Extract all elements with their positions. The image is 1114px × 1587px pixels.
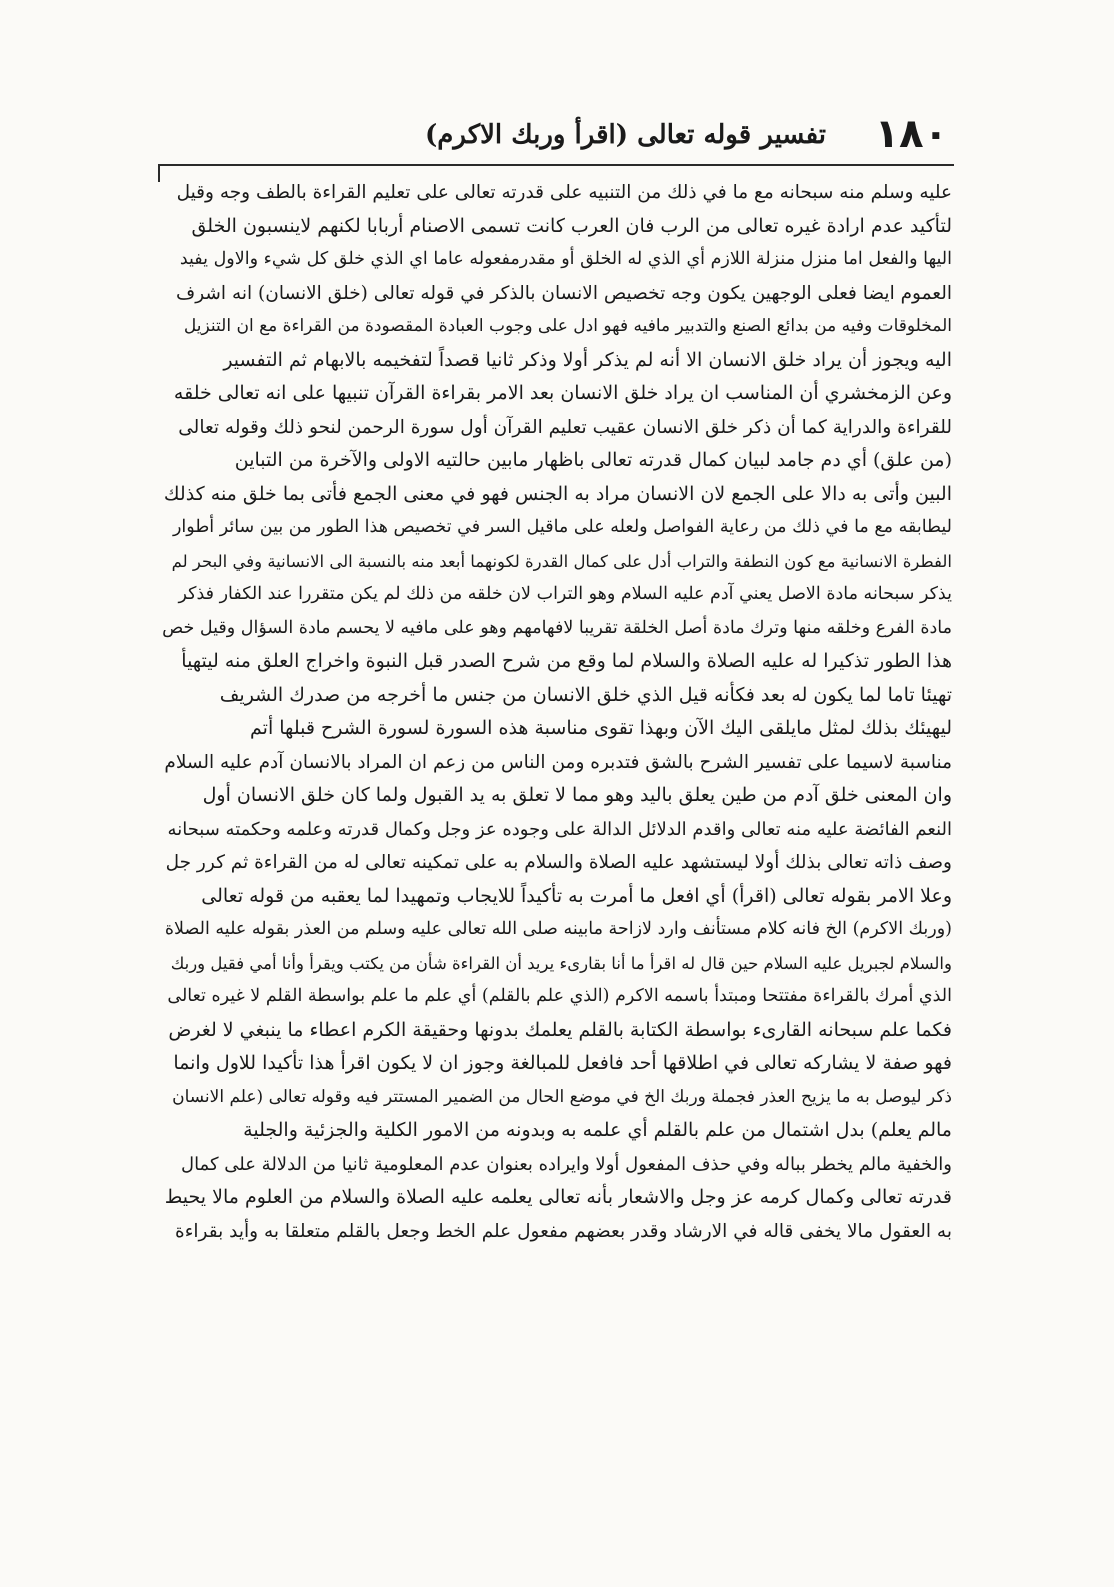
text-line: وصف ذاته تعالى بذلك أولا ليستشهد عليه الصلاة والسلام به على تمكينه تعالى له من القراءة ثم كرر جل [165, 852, 952, 873]
header-divider [158, 164, 954, 166]
text-line: والسلام لجبريل عليه السلام حين قال له اقرأ ما أنا بقارىء يريد أن القراءة شأن من يكتب ويقرأ وأنا أمي فقيل وربك [170, 953, 952, 973]
text-line: وعلا الامر بقوله تعالى (اقرأ) أي افعل ما أمرت به تأكيداً للايجاب وتمهيدا لما يعقبه من قوله تعالى [201, 884, 952, 907]
text-line: الفطرة الانسانية مع كون النطفة والتراب أدل على كمال القدرة لكونهما أبعد منه بالنسبة الى الانسانية وفي البحر لم [171, 551, 952, 571]
body-text [162, 176, 952, 1566]
page-header [160, 112, 952, 162]
text-line: ذكر ليوصل به ما يزيح العذر فجملة وربك الخ في موضع الحال من الضمير المستتر فيه وقوله تعالى (علم الانسان [172, 1086, 952, 1107]
text-line: عليه وسلم منه سبحانه مع ما في ذلك من التنبيه على قدرته تعالى على تعليم القراءة بالطف وجه وقيل [176, 182, 952, 203]
running-title: تفسير قوله تعالى (اقرأ وربك الاكرم) [424, 120, 826, 150]
page-number: ١٨٠ [874, 111, 948, 157]
text-line: (وربك الاكرم) الخ فانه كلام مستأنف وارد لازاحة مابينه صلى الله تعالى عليه وسلم من العذر بقوله عليه الصلاة [164, 919, 952, 939]
text-line: وان المعنى خلق آدم من طين يعلق باليد وهو مما لا تعلق به يد القبول ولما كان خلق الانسان أول [202, 784, 952, 806]
text-line: اليها والفعل اما منزل منزلة اللازم أي الذي له الخلق أو مقدرمفعوله عاما اي الذي خلق كل شيء والاول يفيد [179, 249, 952, 269]
corner-mark [158, 164, 160, 182]
text-line: مالم يعلم) بدل اشتمال من علم بالقلم أي علمه به وبدونه من الامور الكلية والجزئية والجلية [243, 1119, 952, 1141]
text-line: ليهيئك بذلك لمثل مايلقى اليك الآن وبهذا تقوى مناسبة هذه السورة لسورة الشرح قبلها أتم [250, 717, 952, 739]
text-line: اليه ويجوز أن يراد خلق الانسان الا أنه لم يذكر أولا وذكر ثانيا قصداً لتفخيمه بالابهام ثم التفسير [223, 348, 952, 371]
text-line: هذا الطور تذكيرا له عليه الصلاة والسلام لما وقع من شرح الصدر قبل النبوة واخراج العلق منه ليتهيأ [181, 650, 952, 672]
text-line: فكما علم سبحانه القارىء بواسطة الكتابة بالقلم يعلمك بدونها وحقيقة الكرم اعطاء ما ينبغي لا لغرض [168, 1018, 952, 1041]
text-line: ليطابقه مع ما في ذلك من رعاية الفواصل ولعله على ماقيل السر في تخصيص هذا الطور من بين سائر أطوار [172, 517, 952, 537]
text-line: والخفية مالم يخطر بباله وفي حذف المفعول أولا وايراده بعنوان عدم المعلومية ثانيا من الدلالة على كمال [180, 1153, 952, 1175]
text-line: وعن الزمخشري أن المناسب ان يراد خلق الانسان بعد الامر بقراءة القرآن تنبيها على انه تعالى خلقه [173, 382, 952, 404]
text-line: مناسبة لاسيما على تفسير الشرح بالشق فتدبره ومن الناس من زعم ان المراد بالانسان آدم عليه السلام [164, 751, 952, 773]
text-line: لتأكيد عدم ارادة غيره تعالى من الرب فان العرب كانت تسمى الاصنام أربابا لكنهم لاينسبون الخلق [191, 214, 952, 237]
text-line: النعم الفائضة عليه منه تعالى واقدم الدلائل الدالة على وجوده عز وجل وكمال قدرته وعلمه وحكمته سبحانه [167, 818, 952, 840]
text-line: البين وأتى به دالا على الجمع لان الانسان مراد به الجنس فهو في معنى الجمع فأتى بما خلق منه كذلك [163, 482, 952, 505]
text-line: الذي أمرك بالقراءة مفتتحا ومبتدأ باسمه الاكرم (الذي علم بالقلم) أي علم ما علم بواسطة القلم لا غيره تعالى [167, 986, 952, 1006]
text-line: قدرته تعالى وكمال كرمه عز وجل والاشعار بأنه تعالى يعلمه عليه الصلاة والسلام من العلوم مالا يحيط [164, 1186, 952, 1208]
text-line: يذكر سبحانه مادة الاصل يعني آدم عليه السلام وهو التراب لان خلقه من ذلك لم يكن متقررا عند الكفار فذكر [178, 584, 952, 604]
text-line: للقراءة والدراية كما أن ذكر خلق الانسان عقيب تعليم القرآن أول سورة الرحمن لنحو ذلك وقوله تعالى [178, 416, 952, 438]
text-line: العموم ايضا فعلى الوجهين يكون وجه تخصيص الانسان بالذكر في قوله تعالى (خلق الانسان) انه اشرف [176, 282, 952, 304]
text-line: فهو صفة لا يشاركه تعالى في اطلاقها أحد فافعل للمبالغة وجوز ان لا يكون اقرأ هذا تأكيدا للاول وانما [173, 1052, 952, 1074]
text-line: (من علق) أي دم جامد لبيان كمال قدرته تعالى باظهار مابين حالتيه الاولى والآخرة من التباين [234, 449, 952, 471]
text-line: المخلوقات وفيه من بدائع الصنع والتدبير مافيه فهو ادل على وجوب العبادة المقصودة من القراءة مع ان التنزيل [183, 316, 952, 336]
text-line: به العقول مالا يخفى قاله في الارشاد وقدر بعضهم مفعول علم الخط وجعل بالقلم متعلقا به وأيد بقراءة [175, 1220, 952, 1242]
text-line: مادة الفرع وخلقه منها وترك مادة أصل الخلقة تقريبا لافهامهم وهو على مافيه لا يحسم مادة السؤال وقيل خص [162, 617, 952, 638]
text-line: تهيئا تاما لما يكون له بعد فكأنه قيل الذي خلق الانسان من جنس ما أخرجه من صدرك الشريف [219, 683, 952, 706]
